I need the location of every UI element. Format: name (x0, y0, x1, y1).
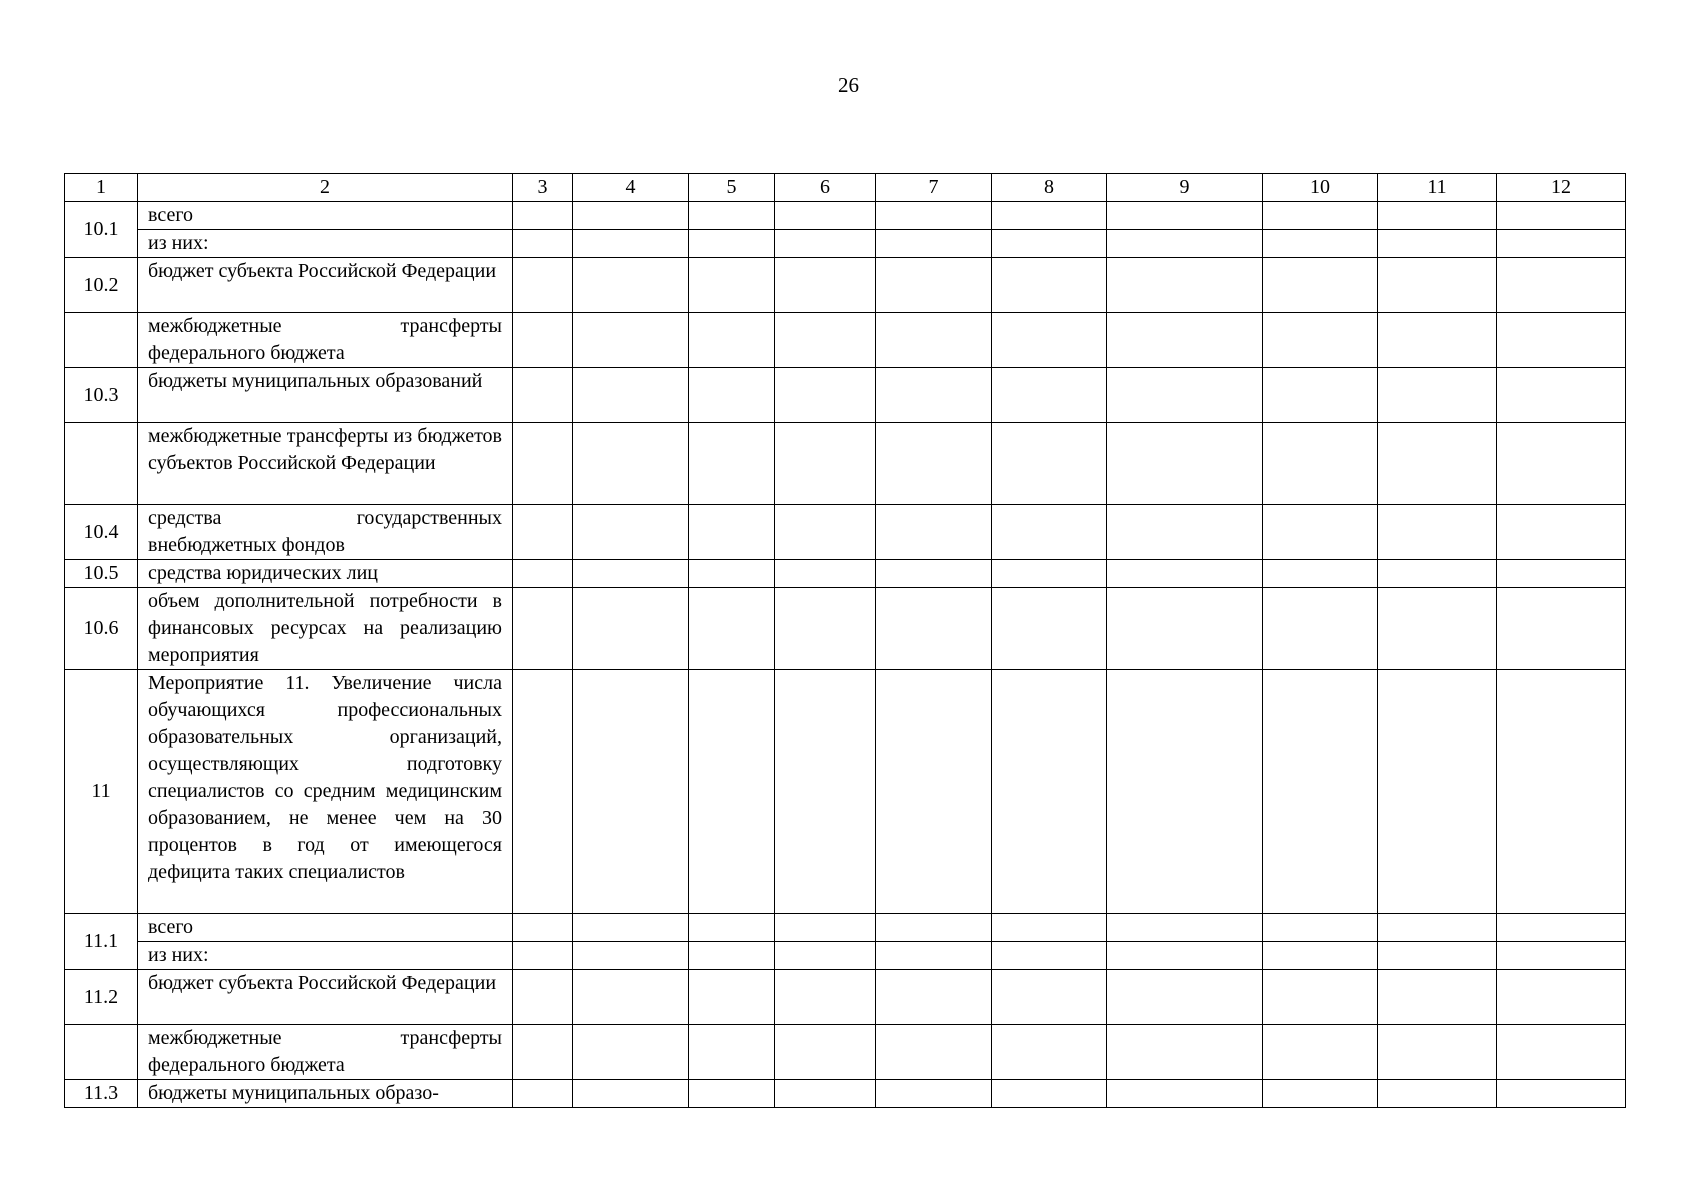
value-cell (775, 423, 876, 505)
table-row (65, 560, 1626, 588)
row-description-cell: межбюджетные трансферты из бюджетов субъектов Российской Федерации (138, 423, 513, 505)
value-cell (1378, 560, 1497, 588)
value-cell (513, 505, 573, 560)
value-cell (1263, 230, 1378, 258)
table-row (65, 670, 1626, 914)
row-number-cell: 10.6 (65, 588, 138, 670)
table-row (65, 202, 1626, 230)
value-cell (876, 258, 992, 313)
row-number-cell: 10.2 (65, 258, 138, 313)
value-cell (1263, 970, 1378, 1025)
value-cell (775, 230, 876, 258)
value-cell (1378, 505, 1497, 560)
value-cell (775, 1025, 876, 1080)
row-number-cell: 11.1 (65, 914, 138, 970)
table-row (65, 505, 1626, 560)
value-cell (513, 970, 573, 1025)
row-description-cell: средства государственных внебюджетных фондов (138, 505, 513, 560)
value-cell (573, 1025, 689, 1080)
value-cell (1107, 423, 1263, 505)
value-cell (876, 670, 992, 914)
value-cell (1263, 1025, 1378, 1080)
row-description-cell: объем дополнительной потребности в финансовых ресурсах на реализацию мероприятия (138, 588, 513, 670)
value-cell (1107, 202, 1263, 230)
table-row (65, 230, 1626, 258)
value-cell (992, 230, 1107, 258)
value-cell (513, 914, 573, 942)
value-cell (1497, 258, 1626, 313)
value-cell (1263, 560, 1378, 588)
value-cell (1107, 1080, 1263, 1108)
row-number-cell (65, 1025, 138, 1080)
value-cell (992, 588, 1107, 670)
value-cell (689, 202, 775, 230)
value-cell (992, 970, 1107, 1025)
value-cell (1378, 258, 1497, 313)
row-number-cell: 11.2 (65, 970, 138, 1025)
table-row (65, 1080, 1626, 1108)
row-description-cell: бюджеты муниципальных образований (138, 368, 513, 423)
table-row (65, 423, 1626, 505)
value-cell (1107, 560, 1263, 588)
header-cell: 7 (876, 174, 992, 202)
value-cell (1107, 942, 1263, 970)
value-cell (573, 942, 689, 970)
value-cell (775, 942, 876, 970)
value-cell (1107, 230, 1263, 258)
value-cell (876, 313, 992, 368)
value-cell (876, 1080, 992, 1108)
value-cell (573, 505, 689, 560)
value-cell (992, 670, 1107, 914)
header-cell: 2 (138, 174, 513, 202)
value-cell (1263, 914, 1378, 942)
value-cell (1378, 942, 1497, 970)
row-description-cell: из них: (138, 942, 513, 970)
value-cell (1107, 313, 1263, 368)
value-cell (1107, 1025, 1263, 1080)
value-cell (1497, 1025, 1626, 1080)
row-number-cell: 10.3 (65, 368, 138, 423)
value-cell (876, 423, 992, 505)
value-cell (992, 313, 1107, 368)
row-description-cell: бюджет субъекта Российской Федерации (138, 258, 513, 313)
value-cell (1378, 1080, 1497, 1108)
value-cell (513, 258, 573, 313)
table-row (65, 258, 1626, 313)
value-cell (513, 230, 573, 258)
value-cell (573, 313, 689, 368)
value-cell (689, 588, 775, 670)
value-cell (513, 588, 573, 670)
value-cell (573, 230, 689, 258)
value-cell (1107, 505, 1263, 560)
value-cell (513, 670, 573, 914)
value-cell (992, 423, 1107, 505)
row-description-cell: из них: (138, 230, 513, 258)
value-cell (1497, 942, 1626, 970)
header-cell: 11 (1378, 174, 1497, 202)
value-cell (1497, 313, 1626, 368)
value-cell (689, 970, 775, 1025)
value-cell (775, 202, 876, 230)
budget-table (64, 173, 1626, 1108)
value-cell (876, 914, 992, 942)
value-cell (992, 914, 1107, 942)
value-cell (689, 560, 775, 588)
value-cell (775, 258, 876, 313)
header-cell: 10 (1263, 174, 1378, 202)
value-cell (1107, 258, 1263, 313)
value-cell (1497, 588, 1626, 670)
value-cell (689, 258, 775, 313)
value-cell (513, 1080, 573, 1108)
value-cell (1497, 230, 1626, 258)
value-cell (573, 1080, 689, 1108)
value-cell (1378, 313, 1497, 368)
value-cell (689, 313, 775, 368)
value-cell (992, 560, 1107, 588)
value-cell (1263, 313, 1378, 368)
value-cell (1263, 1080, 1378, 1108)
row-number-cell: 10.4 (65, 505, 138, 560)
table-row (65, 914, 1626, 942)
table-row (65, 970, 1626, 1025)
value-cell (992, 1025, 1107, 1080)
value-cell (992, 258, 1107, 313)
value-cell (992, 1080, 1107, 1108)
value-cell (689, 423, 775, 505)
value-cell (992, 202, 1107, 230)
row-description-cell: всего (138, 202, 513, 230)
table-row (65, 313, 1626, 368)
table-row (65, 942, 1626, 970)
row-number-cell (65, 313, 138, 368)
value-cell (876, 202, 992, 230)
row-description-cell: бюджеты муниципальных образо- (138, 1080, 513, 1108)
value-cell (775, 588, 876, 670)
value-cell (1497, 505, 1626, 560)
value-cell (876, 230, 992, 258)
value-cell (573, 588, 689, 670)
value-cell (876, 505, 992, 560)
row-number-cell: 11 (65, 670, 138, 914)
row-description-cell: всего (138, 914, 513, 942)
value-cell (1378, 202, 1497, 230)
value-cell (1378, 970, 1497, 1025)
value-cell (1497, 202, 1626, 230)
value-cell (1263, 670, 1378, 914)
value-cell (775, 368, 876, 423)
value-cell (1378, 368, 1497, 423)
value-cell (689, 1080, 775, 1108)
value-cell (1263, 258, 1378, 313)
value-cell (1107, 670, 1263, 914)
value-cell (1107, 970, 1263, 1025)
table-row (65, 1025, 1626, 1080)
value-cell (689, 505, 775, 560)
row-number-cell: 10.1 (65, 202, 138, 258)
row-description-cell: бюджет субъекта Российской Федерации (138, 970, 513, 1025)
value-cell (1263, 505, 1378, 560)
value-cell (573, 202, 689, 230)
value-cell (992, 368, 1107, 423)
value-cell (775, 670, 876, 914)
value-cell (1497, 670, 1626, 914)
row-number-cell: 10.5 (65, 560, 138, 588)
value-cell (876, 368, 992, 423)
row-description-cell: Мероприятие 11. Увеличение числа обучающихся профессиональных образовательных организаций, осуществляющих подготовку специалистов со средним медицинским образованием, не менее чем на 30 процентов в год от имеющегося дефицита таких специалистов (138, 670, 513, 914)
value-cell (573, 423, 689, 505)
value-cell (513, 1025, 573, 1080)
value-cell (1378, 423, 1497, 505)
value-cell (1263, 202, 1378, 230)
value-cell (1378, 588, 1497, 670)
row-description-cell: межбюджетные трансферты федерального бюджета (138, 1025, 513, 1080)
value-cell (1263, 368, 1378, 423)
value-cell (513, 313, 573, 368)
value-cell (1497, 914, 1626, 942)
value-cell (1263, 942, 1378, 970)
value-cell (513, 423, 573, 505)
value-cell (1497, 423, 1626, 505)
header-cell: 8 (992, 174, 1107, 202)
value-cell (1263, 588, 1378, 670)
value-cell (1107, 368, 1263, 423)
row-description-cell: средства юридических лиц (138, 560, 513, 588)
value-cell (689, 914, 775, 942)
value-cell (876, 588, 992, 670)
value-cell (876, 942, 992, 970)
value-cell (1378, 230, 1497, 258)
header-cell: 9 (1107, 174, 1263, 202)
value-cell (573, 560, 689, 588)
value-cell (775, 1080, 876, 1108)
header-cell: 5 (689, 174, 775, 202)
value-cell (1497, 368, 1626, 423)
value-cell (876, 970, 992, 1025)
value-cell (992, 505, 1107, 560)
value-cell (513, 202, 573, 230)
header-row (65, 174, 1626, 202)
value-cell (1497, 970, 1626, 1025)
value-cell (1378, 670, 1497, 914)
table-row (65, 368, 1626, 423)
value-cell (1497, 1080, 1626, 1108)
row-number-cell (65, 423, 138, 505)
header-cell: 6 (775, 174, 876, 202)
value-cell (689, 368, 775, 423)
header-cell: 1 (65, 174, 138, 202)
value-cell (775, 505, 876, 560)
value-cell (1107, 914, 1263, 942)
value-cell (775, 313, 876, 368)
value-cell (689, 1025, 775, 1080)
value-cell (1107, 588, 1263, 670)
value-cell (689, 230, 775, 258)
value-cell (689, 670, 775, 914)
value-cell (876, 1025, 992, 1080)
value-cell (573, 970, 689, 1025)
value-cell (1497, 560, 1626, 588)
value-cell (775, 970, 876, 1025)
header-cell: 12 (1497, 174, 1626, 202)
value-cell (513, 560, 573, 588)
page-number: 26 (838, 73, 859, 97)
value-cell (775, 560, 876, 588)
header-cell: 4 (573, 174, 689, 202)
value-cell (573, 368, 689, 423)
value-cell (992, 942, 1107, 970)
value-cell (1378, 1025, 1497, 1080)
row-description-cell: межбюджетные трансферты федерального бюджета (138, 313, 513, 368)
value-cell (573, 914, 689, 942)
value-cell (775, 914, 876, 942)
value-cell (876, 560, 992, 588)
header-cell: 3 (513, 174, 573, 202)
table-body (65, 174, 1626, 1108)
table-row (65, 588, 1626, 670)
value-cell (573, 670, 689, 914)
value-cell (513, 942, 573, 970)
value-cell (513, 368, 573, 423)
value-cell (1263, 423, 1378, 505)
row-number-cell: 11.3 (65, 1080, 138, 1108)
value-cell (689, 942, 775, 970)
value-cell (1378, 914, 1497, 942)
value-cell (573, 258, 689, 313)
